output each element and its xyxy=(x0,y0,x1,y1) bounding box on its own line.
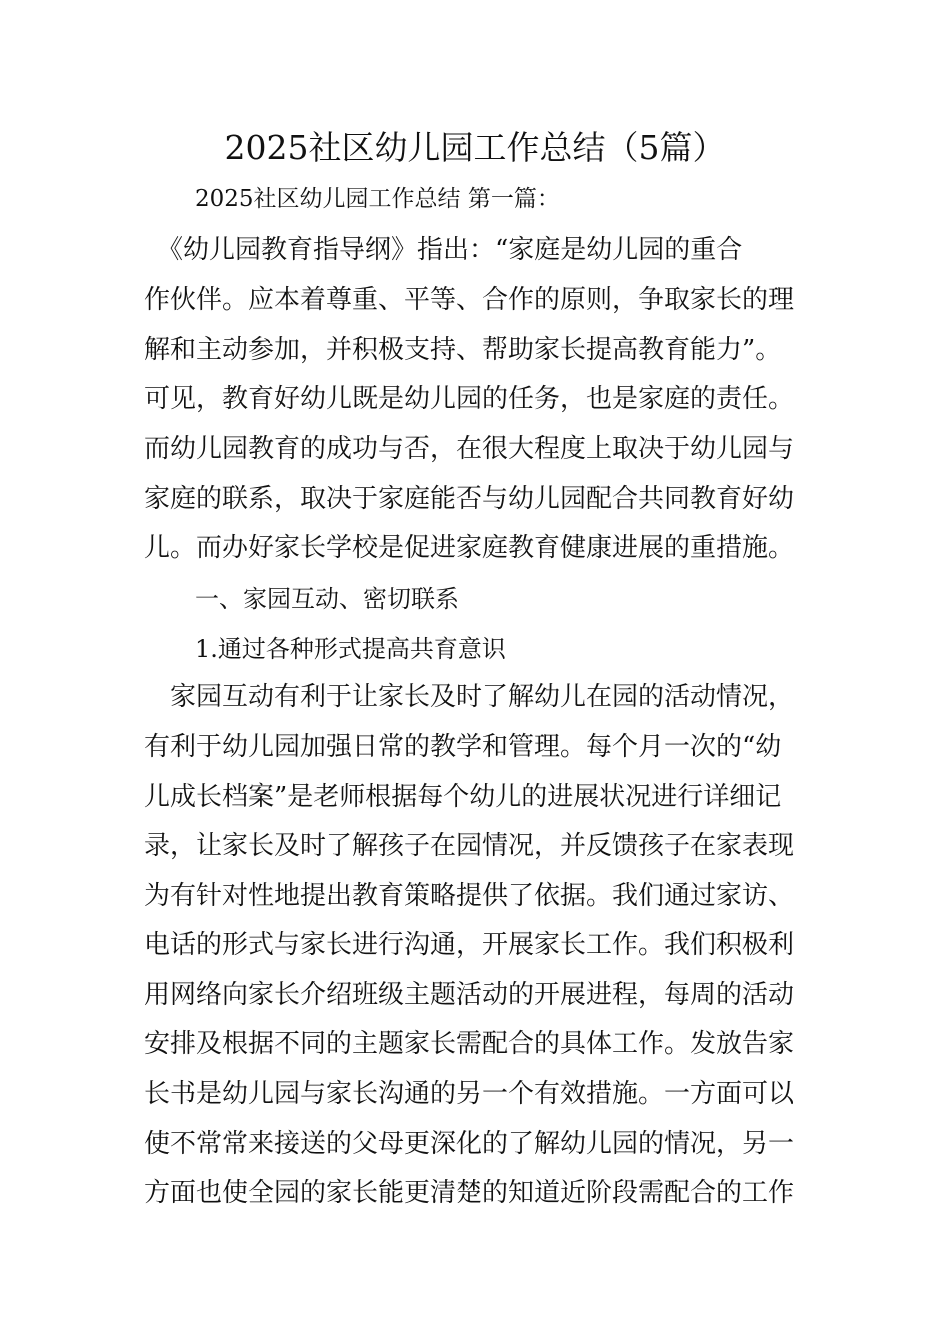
paragraph-line: 《幼儿园教育指导纲》指出：“家庭是幼儿园的重合 xyxy=(144,235,743,265)
subsection-heading: 1.通过各种形式提高共育意识 xyxy=(195,635,506,663)
paragraph-line: 作伙伴。应本着尊重、平等、合作的原则，争取家长的理 xyxy=(144,285,795,315)
paragraph-line: 家园互动有利于让家长及时了解幼儿在园的活动情况， xyxy=(144,682,795,712)
paragraph-line: 儿。而办好家长学校是促进家庭教育健康进展的重措施。 xyxy=(144,533,795,563)
paragraph-line: 方面也使全园的家长能更清楚的知道近阶段需配合的工作 xyxy=(144,1178,795,1208)
paragraph-line: 儿成长档案”是老师根据每个幼儿的进展状况进行详细记 xyxy=(144,782,782,812)
section-heading: 一、家园互动、密切联系 xyxy=(195,585,459,613)
paragraph-line: 有利于幼儿园加强日常的教学和管理。每个月一次的“幼 xyxy=(144,732,782,762)
paragraph-line: 为有针对性地提出教育策略提供了依据。我们通过家访、 xyxy=(144,881,795,911)
paragraph-line: 解和主动参加，并积极支持、帮助家长提高教育能力”。 xyxy=(144,335,782,365)
paragraph-line: 使不常常来接送的父母更深化的了解幼儿园的情况，另一 xyxy=(144,1129,795,1159)
section-subtitle: 2025社区幼儿园工作总结 第一篇： xyxy=(195,186,560,212)
paragraph-line: 电话的形式与家长进行沟通，开展家长工作。我们积极利 xyxy=(144,930,795,960)
paragraph-line: 可见，教育好幼儿既是幼儿园的任务，也是家庭的责任。 xyxy=(144,384,795,414)
paragraph-line: 而幼儿园教育的成功与否，在很大程度上取决于幼儿园与 xyxy=(144,434,795,464)
paragraph-line: 长书是幼儿园与家长沟通的另一个有效措施。一方面可以 xyxy=(144,1079,795,1109)
paragraph-line: 用网络向家长介绍班级主题活动的开展进程，每周的活动 xyxy=(144,980,795,1010)
paragraph-line: 家庭的联系，取决于家庭能否与幼儿园配合共同教育好幼 xyxy=(144,484,795,514)
paragraph-line: 录，让家长及时了解孩子在园情况，并反馈孩子在家表现 xyxy=(144,831,795,861)
document-title: 2025社区幼儿园工作总结（5篇） xyxy=(224,128,726,167)
paragraph-line: 安排及根据不同的主题家长需配合的具体工作。发放告家 xyxy=(144,1029,795,1059)
